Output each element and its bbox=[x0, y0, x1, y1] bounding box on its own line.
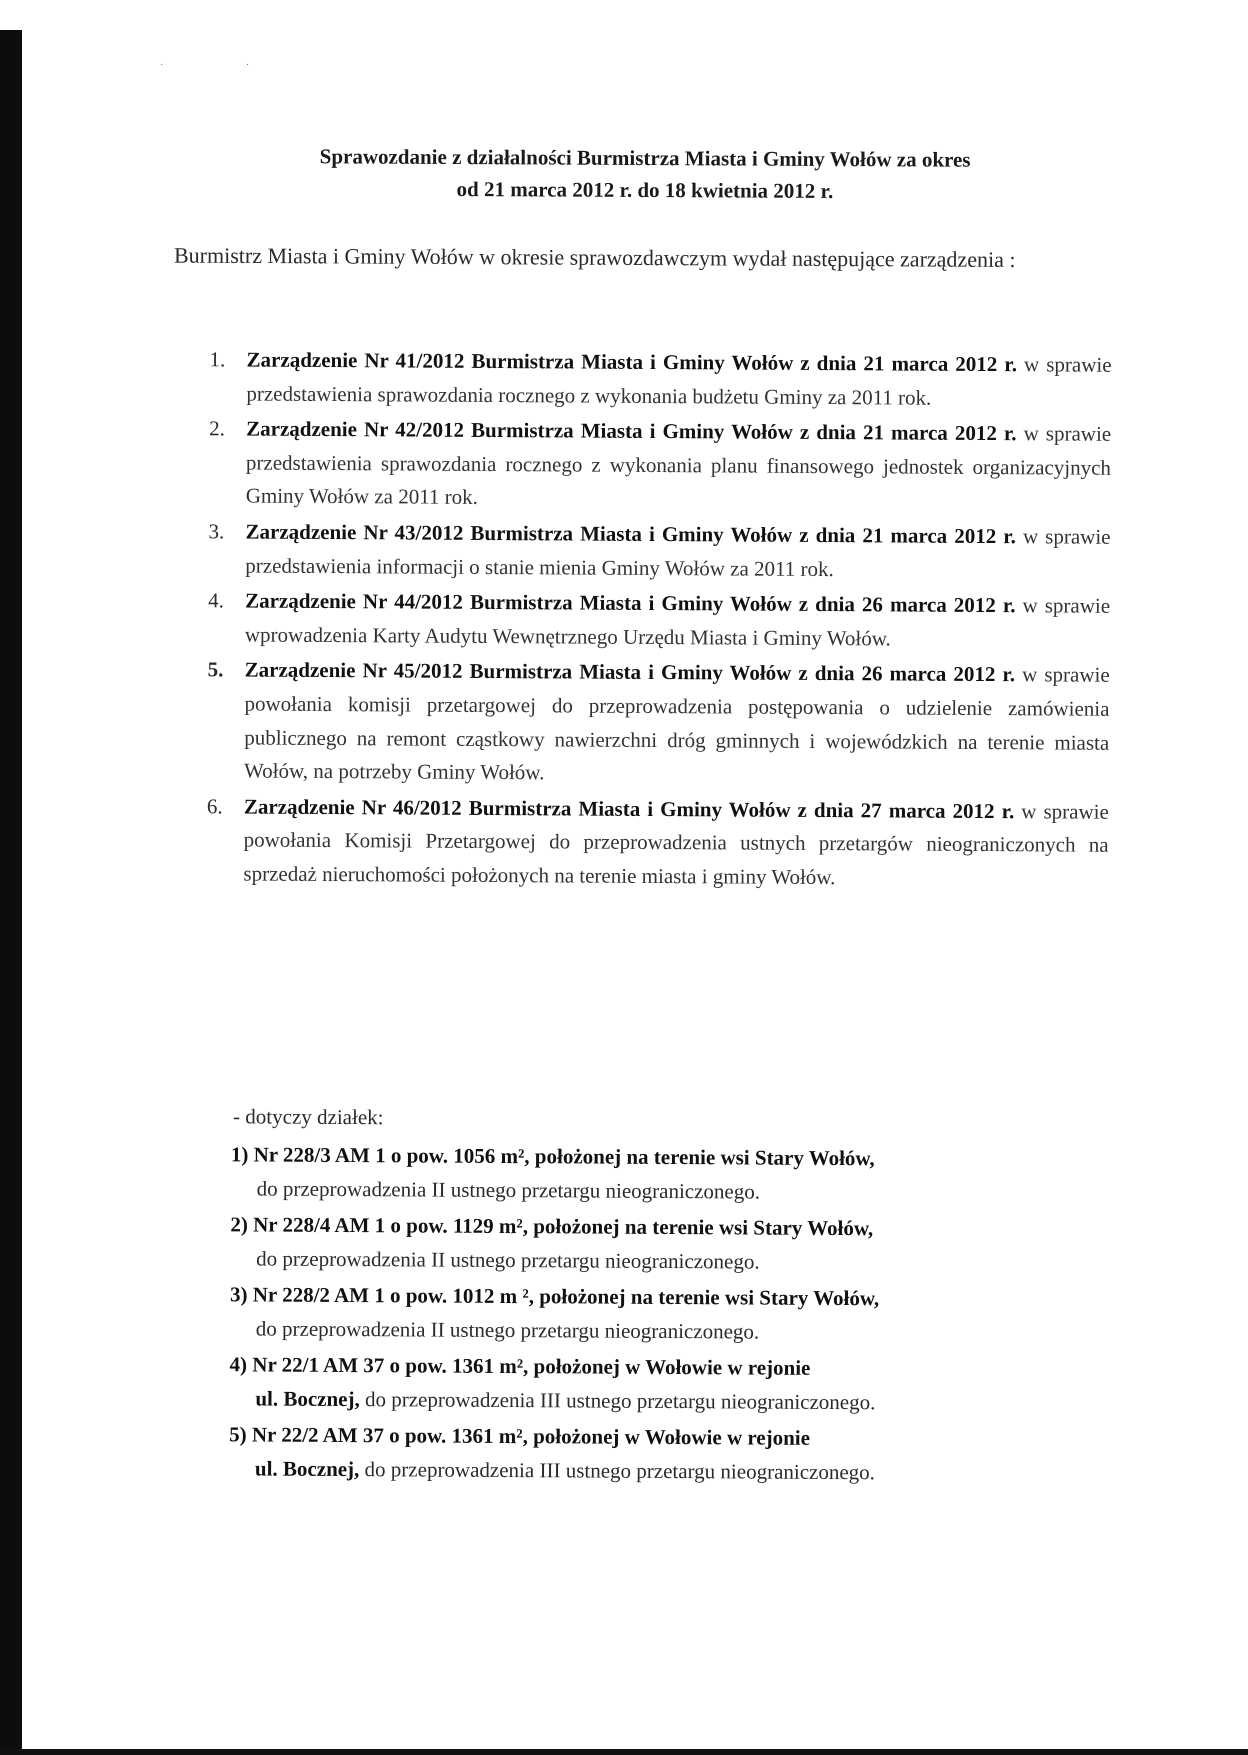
plot-detail-text: do przeprowadzenia III ustnego przetargu nieograniczonego. bbox=[364, 1387, 876, 1415]
plot-detail bbox=[229, 1381, 1109, 1420]
plot-heading: 5) Nr 22/2 AM 37 o pow. 1361 m², położonej w Wołowie w rejonie bbox=[229, 1422, 811, 1450]
scan-border-left bbox=[0, 30, 22, 1755]
plot-street: ul. Bocznej, bbox=[254, 1456, 360, 1482]
order-subject: w sprawie powołania komisji przetargowej do przeprowadzenia postępowania o udzielenie zamówienia publicznego na remont cząstkowy nawierzchni dróg gminnych i wojewódzkich na terenie miasta Wołów, na potrzeby Gminy Wołów. bbox=[244, 662, 1110, 785]
plot-detail bbox=[231, 1171, 1111, 1210]
title-line-1: Sprawozdanie z działalności Burmistrza Miasta i Gminy Wołów za okres bbox=[319, 144, 971, 172]
plots-header: - dotyczy działek: bbox=[233, 1104, 384, 1130]
plot-item bbox=[230, 1277, 1110, 1350]
order-number: 4. bbox=[208, 588, 224, 613]
order-number: 1. bbox=[209, 347, 226, 372]
order-item bbox=[201, 412, 1112, 518]
plot-detail bbox=[230, 1241, 1110, 1280]
title-line-2: od 21 marca 2012 r. do 18 kwietnia 2012 r. bbox=[456, 177, 834, 203]
plot-heading: 4) Nr 22/1 AM 37 o pow. 1361 m², położonej w Wołowie w rejonie bbox=[229, 1352, 811, 1380]
intro-paragraph: Burmistrz Miasta i Gminy Wołów w okresie sprawozdawczym wydał następujące zarządzenia : bbox=[173, 242, 1016, 272]
plot-detail-text: do przeprowadzenia II ustnego przetargu nieograniczonego. bbox=[256, 1176, 761, 1204]
order-item bbox=[200, 515, 1110, 588]
plots-list bbox=[229, 1137, 1111, 1490]
order-heading: Zarządzenie Nr 46/2012 Burmistrza Miasta i Gminy Wołów z dnia 27 marca 2012 r. bbox=[243, 794, 1015, 823]
order-subject: w sprawie przedstawienia sprawozdania rocznego z wykonania budżetu Gminy za 2011 rok. bbox=[246, 352, 1112, 410]
plot-item bbox=[229, 1347, 1109, 1420]
orders-list bbox=[198, 343, 1111, 898]
order-heading: Zarządzenie Nr 43/2012 Burmistrza Miasta i Gminy Wołów z dnia 21 marca 2012 r. bbox=[245, 519, 1017, 549]
plot-detail-text: do przeprowadzenia III ustnego przetargu nieograniczonego. bbox=[364, 1457, 876, 1485]
order-subject: w sprawie powołania Komisji Przetargowej do przeprowadzenia ustnych przetargów nieograniczonych na sprzedaż nieruchomości położonych na terenie miasta i gminy Wołów. bbox=[243, 798, 1109, 890]
plot-street: ul. Bocznej, bbox=[255, 1386, 360, 1412]
plots-section bbox=[229, 1101, 1111, 1492]
order-number: 3. bbox=[208, 519, 225, 544]
plot-heading: 2) Nr 228/4 AM 1 o pow. 1129 m², położonej na terenie wsi Stary Wołów, bbox=[230, 1212, 874, 1241]
plot-item bbox=[229, 1417, 1109, 1490]
plot-heading: 1) Nr 228/3 AM 1 o pow. 1056 m², położonej na terenie wsi Stary Wołów, bbox=[230, 1142, 875, 1171]
order-heading: Zarządzenie Nr 42/2012 Burmistrza Miasta i Gminy Wołów z dnia 21 marca 2012 r. bbox=[246, 416, 1017, 446]
order-number: 2. bbox=[209, 416, 225, 441]
order-heading: Zarządzenie Nr 45/2012 Burmistrza Miasta i Gminy Wołów z dnia 26 marca 2012 r. bbox=[244, 657, 1016, 687]
order-heading: Zarządzenie Nr 41/2012 Burmistrza Miasta i Gminy Wołów z dnia 21 marca 2012 r. bbox=[246, 347, 1018, 377]
order-item bbox=[198, 790, 1109, 896]
order-item bbox=[199, 654, 1110, 794]
page-title bbox=[200, 140, 1090, 209]
plot-detail bbox=[229, 1451, 1109, 1490]
scan-specks: · · bbox=[160, 60, 290, 71]
plot-detail-text: do przeprowadzenia II ustnego przetargu nieograniczonego. bbox=[255, 1316, 760, 1344]
order-subject: w sprawie przedstawienia sprawozdania rocznego z wykonania planu finansowego jednostek organizacyjnych Gminy Wołów za 2011 rok. bbox=[245, 421, 1112, 510]
scan-border-bottom bbox=[0, 1749, 1248, 1755]
order-item bbox=[201, 343, 1111, 416]
order-heading: Zarządzenie Nr 44/2012 Burmistrza Miasta i Gminy Wołów z dnia 26 marca 2012 r. bbox=[245, 588, 1016, 618]
order-number: 6. bbox=[206, 793, 223, 819]
plot-heading: 3) Nr 228/2 AM 1 o pow. 1012 m ², położonej na terenie wsi Stary Wołów, bbox=[229, 1282, 880, 1311]
plot-item bbox=[230, 1207, 1110, 1280]
plot-detail bbox=[230, 1311, 1110, 1350]
order-subject: w sprawie wprowadzenia Karty Audytu Wewnętrznego Urzędu Miasta i Gminy Wołów. bbox=[244, 593, 1111, 651]
plot-detail-text: do przeprowadzenia II ustnego przetargu nieograniczonego. bbox=[256, 1246, 760, 1274]
order-item bbox=[200, 584, 1110, 657]
order-subject: w sprawie przedstawienia informacji o stanie mienia Gminy Wołów za 2011 rok. bbox=[245, 524, 1111, 581]
plot-item bbox=[231, 1137, 1111, 1210]
order-number: 5. bbox=[207, 657, 224, 682]
